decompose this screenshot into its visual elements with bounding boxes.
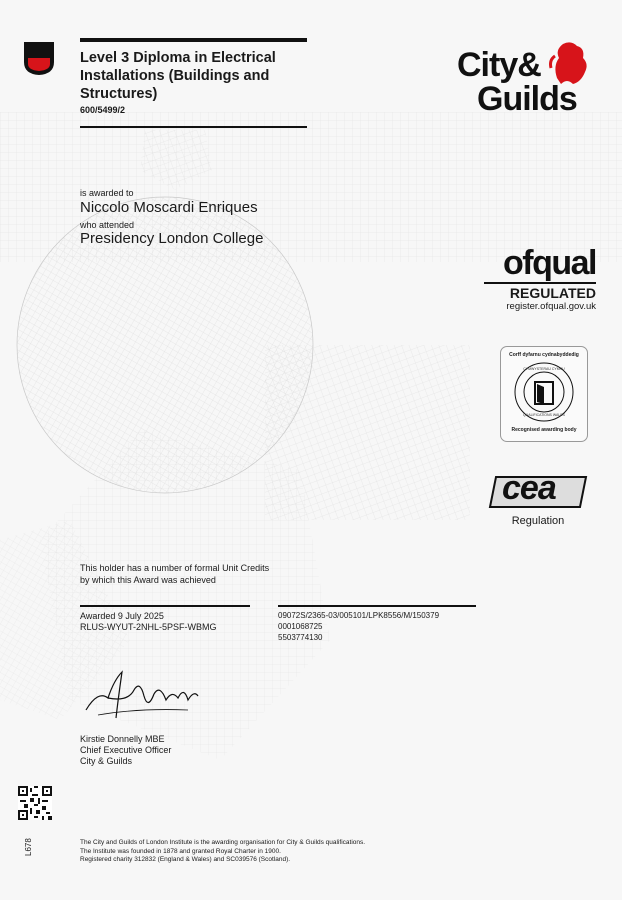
attended-label: who attended	[80, 220, 135, 230]
award-rule-left	[80, 605, 250, 607]
credits-statement: This holder has a number of formal Unit Credits by which this Award was achieved	[80, 563, 270, 585]
cea-name: cea	[502, 469, 556, 507]
signatory-role: Chief Executive Officer	[80, 745, 172, 755]
lion-icon	[547, 38, 591, 86]
reference-1: 09072S/2365-03/005101/LPK8556/M/150379	[278, 611, 440, 620]
ofqual-logo	[484, 246, 596, 313]
signatory-organisation: City & Guilds	[80, 756, 133, 766]
city-guilds-logo	[455, 38, 595, 128]
city-guilds-crest-icon	[22, 40, 56, 76]
signature-image	[78, 660, 208, 730]
qw-bottom-text: Recognised awarding body	[511, 427, 577, 433]
city-guilds-logo-line2: Guilds	[477, 80, 577, 118]
footer-line1: The City and Guilds of London Institute is the awarding organisation for City & Guilds qualifications.	[80, 839, 366, 846]
qw-ring-bottom: QUALIFICATIONS WALES	[522, 413, 565, 417]
cea-label: Regulation	[511, 515, 565, 527]
city-guilds-logo-line1: City&	[457, 46, 541, 84]
footer-line3: Registered charity 312832 (England & Wales) and SC039576 (Scotland).	[80, 856, 291, 863]
qw-top-text: Corff dyfarnu cydnabyddedig	[509, 352, 579, 358]
title-top-rule	[80, 38, 307, 42]
verification-code: RLUS-WYUT-2NHL-5PSF-WBMG	[80, 622, 217, 632]
candidate-name: Niccolo Moscardi Enriques	[80, 199, 258, 216]
reference-2: 0001068725	[278, 622, 323, 631]
cea-logo	[486, 469, 590, 533]
award-rule-right	[278, 605, 476, 607]
footer-text	[80, 839, 440, 865]
side-code: L678	[24, 838, 33, 856]
ofqual-name: ofqual	[503, 244, 596, 282]
awarded-to-label: is awarded to	[80, 188, 134, 198]
title-bottom-rule	[80, 126, 307, 128]
qualifications-wales-logo	[500, 346, 588, 442]
qualification-code: 600/5499/2	[80, 105, 126, 115]
awarded-date: Awarded 9 July 2025	[80, 611, 164, 621]
qr-code-icon	[18, 786, 52, 820]
reference-3: 5503774130	[278, 633, 323, 642]
qualification-title: Level 3 Diploma in Electrical Installations (Buildings and Structures)	[80, 50, 276, 102]
footer-line2: The Institute was founded in 1878 and granted Royal Charter in 1900.	[80, 847, 281, 855]
ofqual-status: REGULATED	[509, 285, 596, 301]
centre-name: Presidency London College	[80, 230, 264, 247]
ofqual-url: register.ofqual.gov.uk	[506, 301, 596, 312]
signatory-name: Kirstie Donnelly MBE	[80, 734, 165, 744]
qw-ring-top: CYMWYSTERAU CYMRU	[523, 367, 565, 371]
